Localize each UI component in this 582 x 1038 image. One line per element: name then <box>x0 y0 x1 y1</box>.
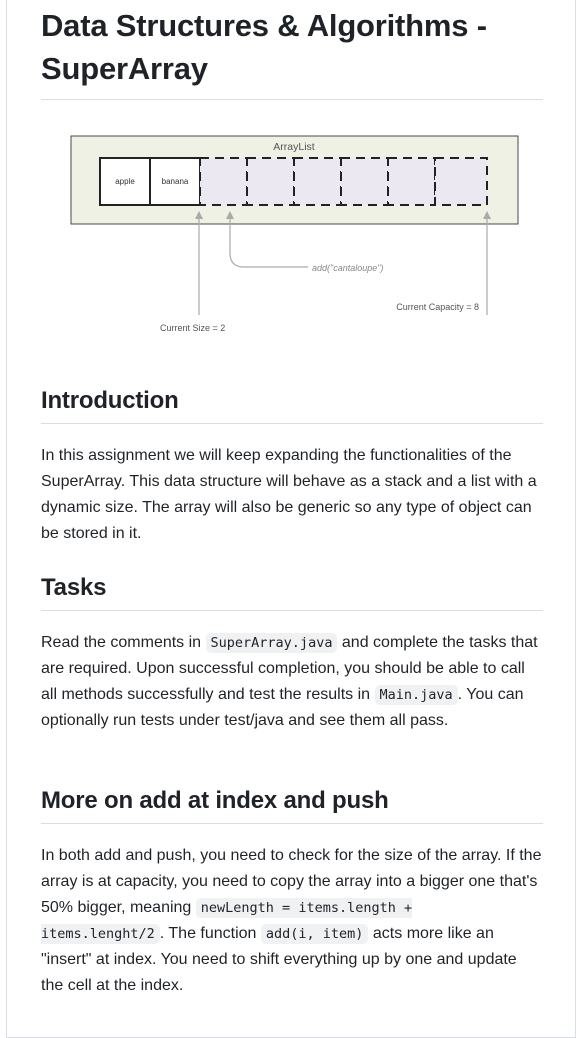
title-divider <box>41 99 543 100</box>
tasks-divider <box>41 610 543 611</box>
array-cell-apple-label: apple <box>115 177 135 186</box>
array-cell-empty-5 <box>294 158 341 205</box>
introduction-heading: Introduction <box>41 387 179 414</box>
empty-cells <box>200 158 487 205</box>
tasks-text-part1: Read the comments in <box>41 634 206 651</box>
tasks-text-part2: and complete the tasks that are required. Upon successful completion, you should be able to call all methods successfully and test the results in <box>41 634 538 703</box>
array-cell-banana-label: banana <box>161 177 189 186</box>
new-length-code: newLength = items.length + items.lenght/2 <box>41 900 413 942</box>
add-push-heading: More on add at index and push <box>41 787 389 814</box>
array-cell-empty-6 <box>341 158 388 205</box>
capacity-label: Current Capacity = 8 <box>396 302 479 312</box>
add-push-text-part3: acts more like an "insert" at index. You need to shift everything up by one and update the cell at the index. <box>41 925 517 994</box>
introduction-text: In this assignment we will keep expanding the functionalities of the SuperArray. This data structure will behave as a stack and a list with a dynamic size. The array will also be generic so any type of object can be stored in it. <box>41 447 537 542</box>
tasks-text <box>41 630 543 734</box>
array-cell-empty-8 <box>435 158 487 205</box>
diagram-caption: ArrayList <box>273 141 315 153</box>
size-label: Current Size = 2 <box>160 323 226 333</box>
add-label: add("cantaloupe") <box>312 263 384 273</box>
array-cell-empty-7 <box>388 158 435 205</box>
add-index-code: add(i, item) <box>261 924 369 944</box>
add-push-text <box>41 843 543 999</box>
tasks-text-part3: . You can optionally run tests under test/java and see them all pass. <box>41 686 524 729</box>
introduction-divider <box>41 423 543 424</box>
array-cell-empty-3 <box>200 158 247 205</box>
arraylist-diagram <box>70 135 520 335</box>
main-java-code: Main.java <box>375 685 458 705</box>
tasks-heading: Tasks <box>41 574 107 601</box>
page-title: Data Structures & Algorithms - SuperArray <box>41 8 487 86</box>
add-push-divider <box>41 823 543 824</box>
arraylist-diagram-svg <box>70 135 520 335</box>
add-push-text-part1: In both add and push, you need to check for the size of the array. If the array is at capacity, you need to copy the array into a bigger one that's 50% bigger, meaning <box>41 847 542 916</box>
add-push-text-part2: . The function <box>159 925 261 942</box>
superarray-java-code: SuperArray.java <box>206 633 338 653</box>
array-cell-empty-4 <box>247 158 294 205</box>
